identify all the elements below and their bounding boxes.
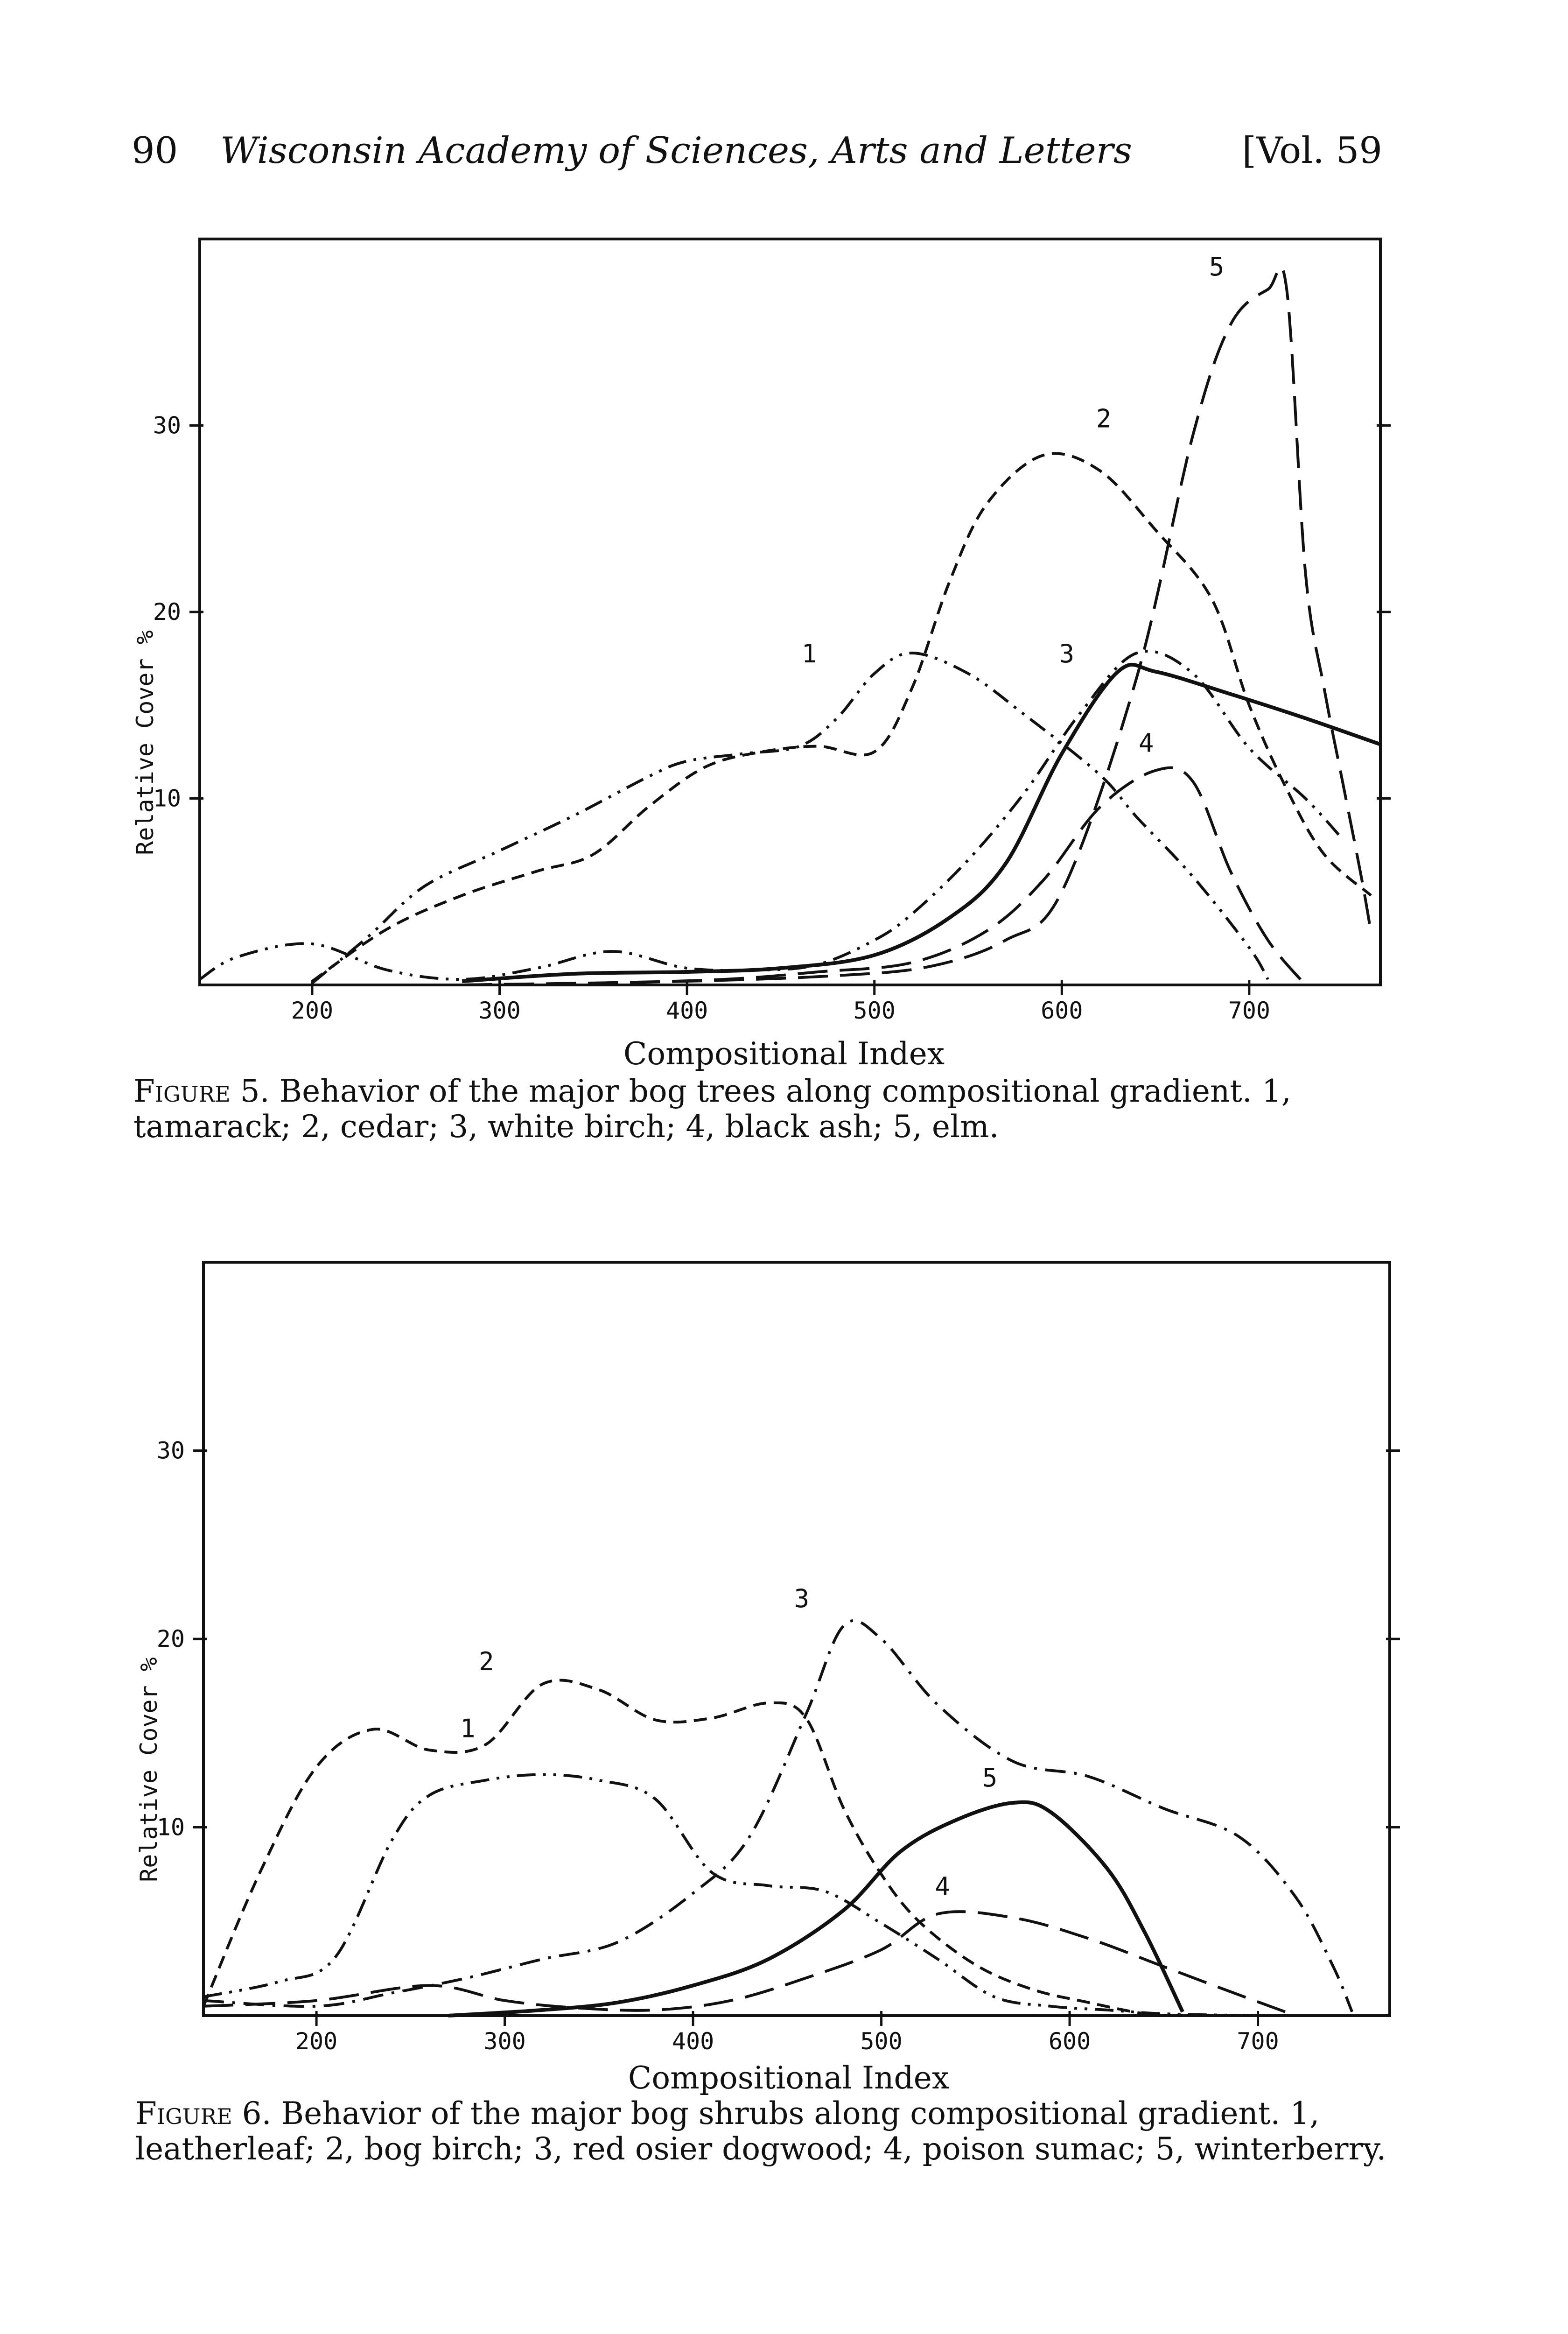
plot-frame <box>203 1262 1390 2016</box>
series-1-curve <box>203 1775 1258 2016</box>
x-tick-label: 500 <box>860 2028 903 2055</box>
figure-6 <box>0 1027 1568 2222</box>
y-axis-label: Relative Cover % <box>135 1657 162 1882</box>
series-label: 2 <box>479 1646 494 1676</box>
figure-5-caption-lead: Figure 5. <box>133 1073 270 1109</box>
figure-6-plot <box>0 1027 1568 2222</box>
figure-6-caption <box>135 2096 1395 2167</box>
series-1-curve <box>312 653 1268 983</box>
x-tick-label: 500 <box>853 997 896 1024</box>
series-label: 1 <box>460 1714 476 1743</box>
series-2-curve <box>312 454 1371 981</box>
y-tick-label: 30 <box>156 1437 185 1464</box>
x-tick-label: 400 <box>672 2028 714 2055</box>
series-label: 4 <box>1138 728 1154 758</box>
volume-label: [Vol. 59 <box>1242 130 1382 172</box>
series-label: 3 <box>1059 639 1075 668</box>
series-5-curve <box>448 1802 1183 2016</box>
series-label: 4 <box>935 1872 950 1902</box>
series-2-curve <box>203 1680 1183 2016</box>
figure-6-caption-text: Behavior of the major bog shrubs along compositional gradient. 1, leatherleaf; 2, bog birch; 3, red osier dogwood; 4, poison sumac; 5, winterberry. <box>135 2095 1386 2167</box>
y-axis-label: Relative Cover % <box>132 630 159 855</box>
x-tick-label: 300 <box>478 997 521 1024</box>
series-label: 1 <box>801 639 817 668</box>
x-tick-label: 700 <box>1237 2028 1279 2055</box>
series-5-curve <box>462 267 1371 985</box>
figure-6-xlabel: Compositional Index <box>628 2060 950 2096</box>
y-tick-label: 20 <box>153 598 181 626</box>
series-label: 5 <box>982 1763 998 1793</box>
series-1-curve <box>200 651 1343 979</box>
y-tick-label: 30 <box>153 412 181 439</box>
plot-frame <box>200 239 1380 985</box>
figure-5-caption-text: Behavior of the major bog trees along compositional gradient. 1, tamarack; 2, cedar; 3, white birch; 4, black ash; 5, elm. <box>133 1073 1291 1145</box>
figure-5-xlabel: Compositional Index <box>623 1036 945 1072</box>
y-tick-label: 10 <box>153 785 181 812</box>
x-tick-label: 700 <box>1228 997 1271 1024</box>
series-4-curve <box>203 1912 1295 2016</box>
x-tick-label: 600 <box>1041 997 1083 1024</box>
figure-6-caption-lead: Figure 6. <box>135 2095 272 2131</box>
x-tick-label: 400 <box>665 997 708 1024</box>
series-label: 3 <box>794 1583 810 1613</box>
x-tick-label: 200 <box>291 997 334 1024</box>
x-tick-label: 300 <box>483 2028 526 2055</box>
journal-title: Wisconsin Academy of Sciences, Arts and Letters <box>220 130 1132 172</box>
page-number: 90 <box>132 130 178 172</box>
x-tick-label: 200 <box>295 2028 338 2055</box>
x-tick-label: 600 <box>1048 2028 1091 2055</box>
series-label: 2 <box>1096 404 1112 434</box>
series-3-curve <box>462 665 1380 981</box>
y-tick-label: 10 <box>156 1814 185 1841</box>
series-label: 5 <box>1209 252 1225 281</box>
y-tick-label: 20 <box>156 1625 185 1652</box>
